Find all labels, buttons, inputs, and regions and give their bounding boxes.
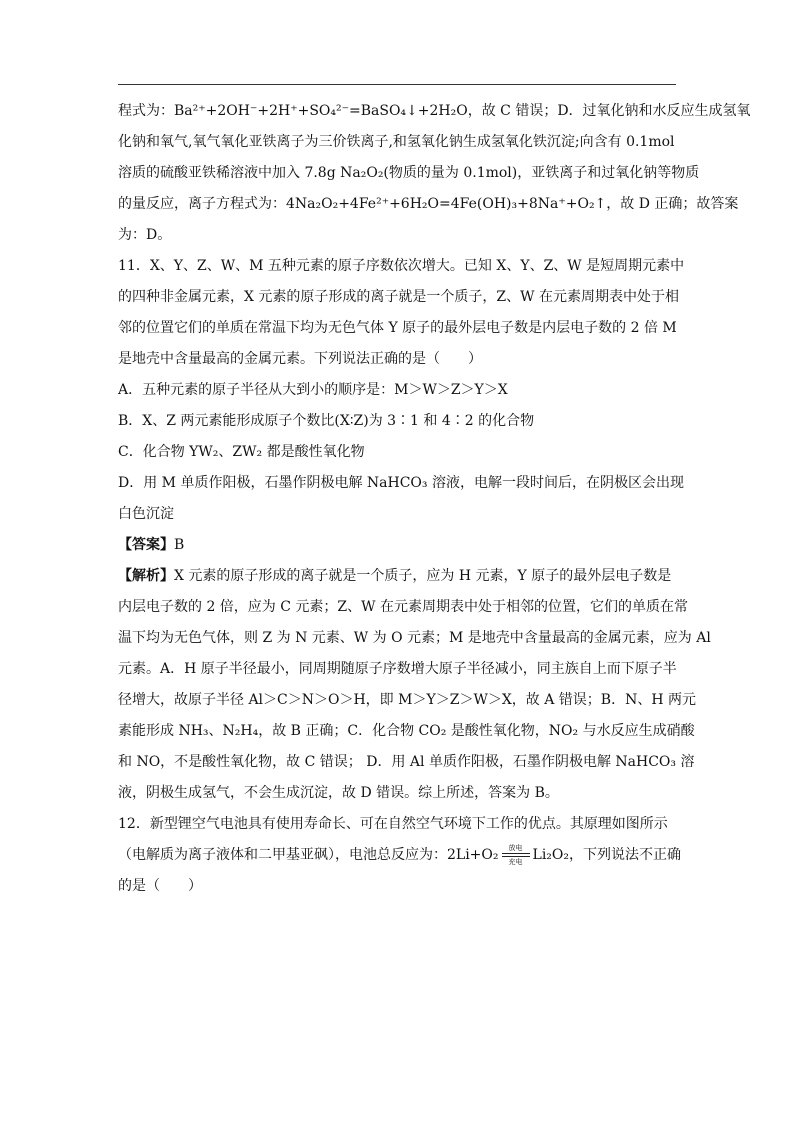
question-stem-line (118, 840, 681, 871)
text-line: 的量反应，离子方程式为：4Na₂O₂+4Fe²⁺+6H₂O=4Fe(OH)₃+8Na⁺+O₂↑，故 D 正确；故答案 (118, 196, 739, 212)
reaction-product-text: Li₂O₂，下列说法不正确 (532, 847, 681, 863)
header-rule (118, 84, 676, 85)
answer-tag: 【答案】 (118, 537, 174, 553)
analysis-line: 内层电子数的 2 倍，应为 C 元素；Z、W 在元素周期表中处于相邻的位置，它们的单质在常 (118, 599, 688, 615)
charge-label: 充电 (508, 858, 523, 866)
question-stem-line: 的四种非金属元素，X 元素的原子形成的离子就是一个质子，Z、W 在元素周期表中处于相 (118, 289, 679, 305)
question-12 (118, 809, 681, 902)
discharge-label: 放电 (508, 844, 523, 852)
option-d: D．用 M 单质作阳极，石墨作阴极电解 NaHCO₃ 溶液，电解一段时间后，在阴极区会出现 (118, 475, 684, 491)
analysis-line: 温下均为无色气体，则 Z 为 N 元素、W 为 O 元素；M 是地壳中含量最高的金属元素，应为 Al (118, 630, 711, 646)
question-stem-line: 12．新型锂空气电池具有使用寿命长、可在自然空气环境下工作的优点。其原理如图所示 (118, 816, 668, 832)
page-content (118, 96, 751, 902)
answer-line (118, 530, 678, 561)
analysis-text: X 元素的原子形成的离子就是一个质子，应为 H 元素，Y 原子的最外层电子数是 (174, 568, 672, 584)
reaction-text: （电解质为离子液体和二甲基亚砜），电池总反应为：2Li+O₂ (118, 847, 499, 863)
analysis-tag: 【解析】 (118, 568, 174, 584)
answer-value: B (174, 537, 185, 553)
text-line: 化钠和氧气,氧气氧化亚铁离子为三价铁离子,和氢氧化钠生成氢氧化铁沉淀;向含有 0.1mol (118, 134, 675, 150)
analysis-line: 元素。A．H 原子半径最小，同周期随原子序数增大原子半径减小，同主族自上而下原子半 (118, 661, 677, 677)
option-c: C．化合物 YW₂、ZW₂ 都是酸性氧化物 (118, 444, 365, 460)
analysis-line (118, 561, 678, 592)
analysis-line: 和 NO，不是酸性氧化物，故 C 错误； D．用 Al 单质作阳极，石墨作阴极电解 NaHCO₃ 溶 (118, 754, 695, 770)
analysis-line: 液，阴极生成氢气，不会生成沉淀，故 D 错误。综上所述，答案为 B。 (118, 785, 559, 801)
option-a: A．五种元素的原子半径从大到小的顺序是：M＞W＞Z＞Y＞X (118, 382, 508, 398)
option-d-continued: 白色沉淀 (118, 506, 174, 522)
question-stem-line: 邻的位置它们的单质在常温下均为无色气体 Y 原子的最外层电子数是内层电子数的 2 倍 M (118, 320, 677, 336)
analysis-line: 素能形成 NH₃、N₂H₄，故 B 正确；C．化合物 CO₂ 是酸性氧化物，NO₂ 与水反应生成硝酸 (118, 723, 695, 739)
analysis-line: 径增大，故原子半径 Al＞C＞N＞O＞H，即 M＞Y＞Z＞W＞X，故 A 错误；B．N、H 两元 (118, 692, 697, 708)
question-stem-line: 是地壳中含量最高的金属元素。下列说法正确的是（ ） (118, 351, 482, 367)
previous-answer-explanation (118, 96, 751, 251)
text-line: 溶质的硫酸亚铁稀溶液中加入 7.8g Na₂O₂(物质的量为 0.1mol)，亚铁离子和过氧化钠等物质 (118, 165, 700, 181)
text-line: 为：D。 (118, 227, 172, 243)
option-b: B．X、Z 两元素能形成原子个数比(X∶Z)为 3∶1 和 4∶2 的化合物 (118, 413, 535, 429)
question-stem-line: 的是（ ） (118, 878, 202, 894)
reversible-reaction-arrow (501, 844, 531, 866)
question-stem-line: 11．X、Y、Z、W、M 五种元素的原子序数依次增大。已知 X、Y、Z、W 是短周期元素中 (118, 258, 685, 274)
question-11 (118, 251, 711, 809)
text-line: 程式为：Ba²⁺+2OH⁻+2H⁺+SO₄²⁻=BaSO₄↓+2H₂O，故 C 错误；D．过氧化钠和水反应生成氢氧 (118, 103, 751, 119)
